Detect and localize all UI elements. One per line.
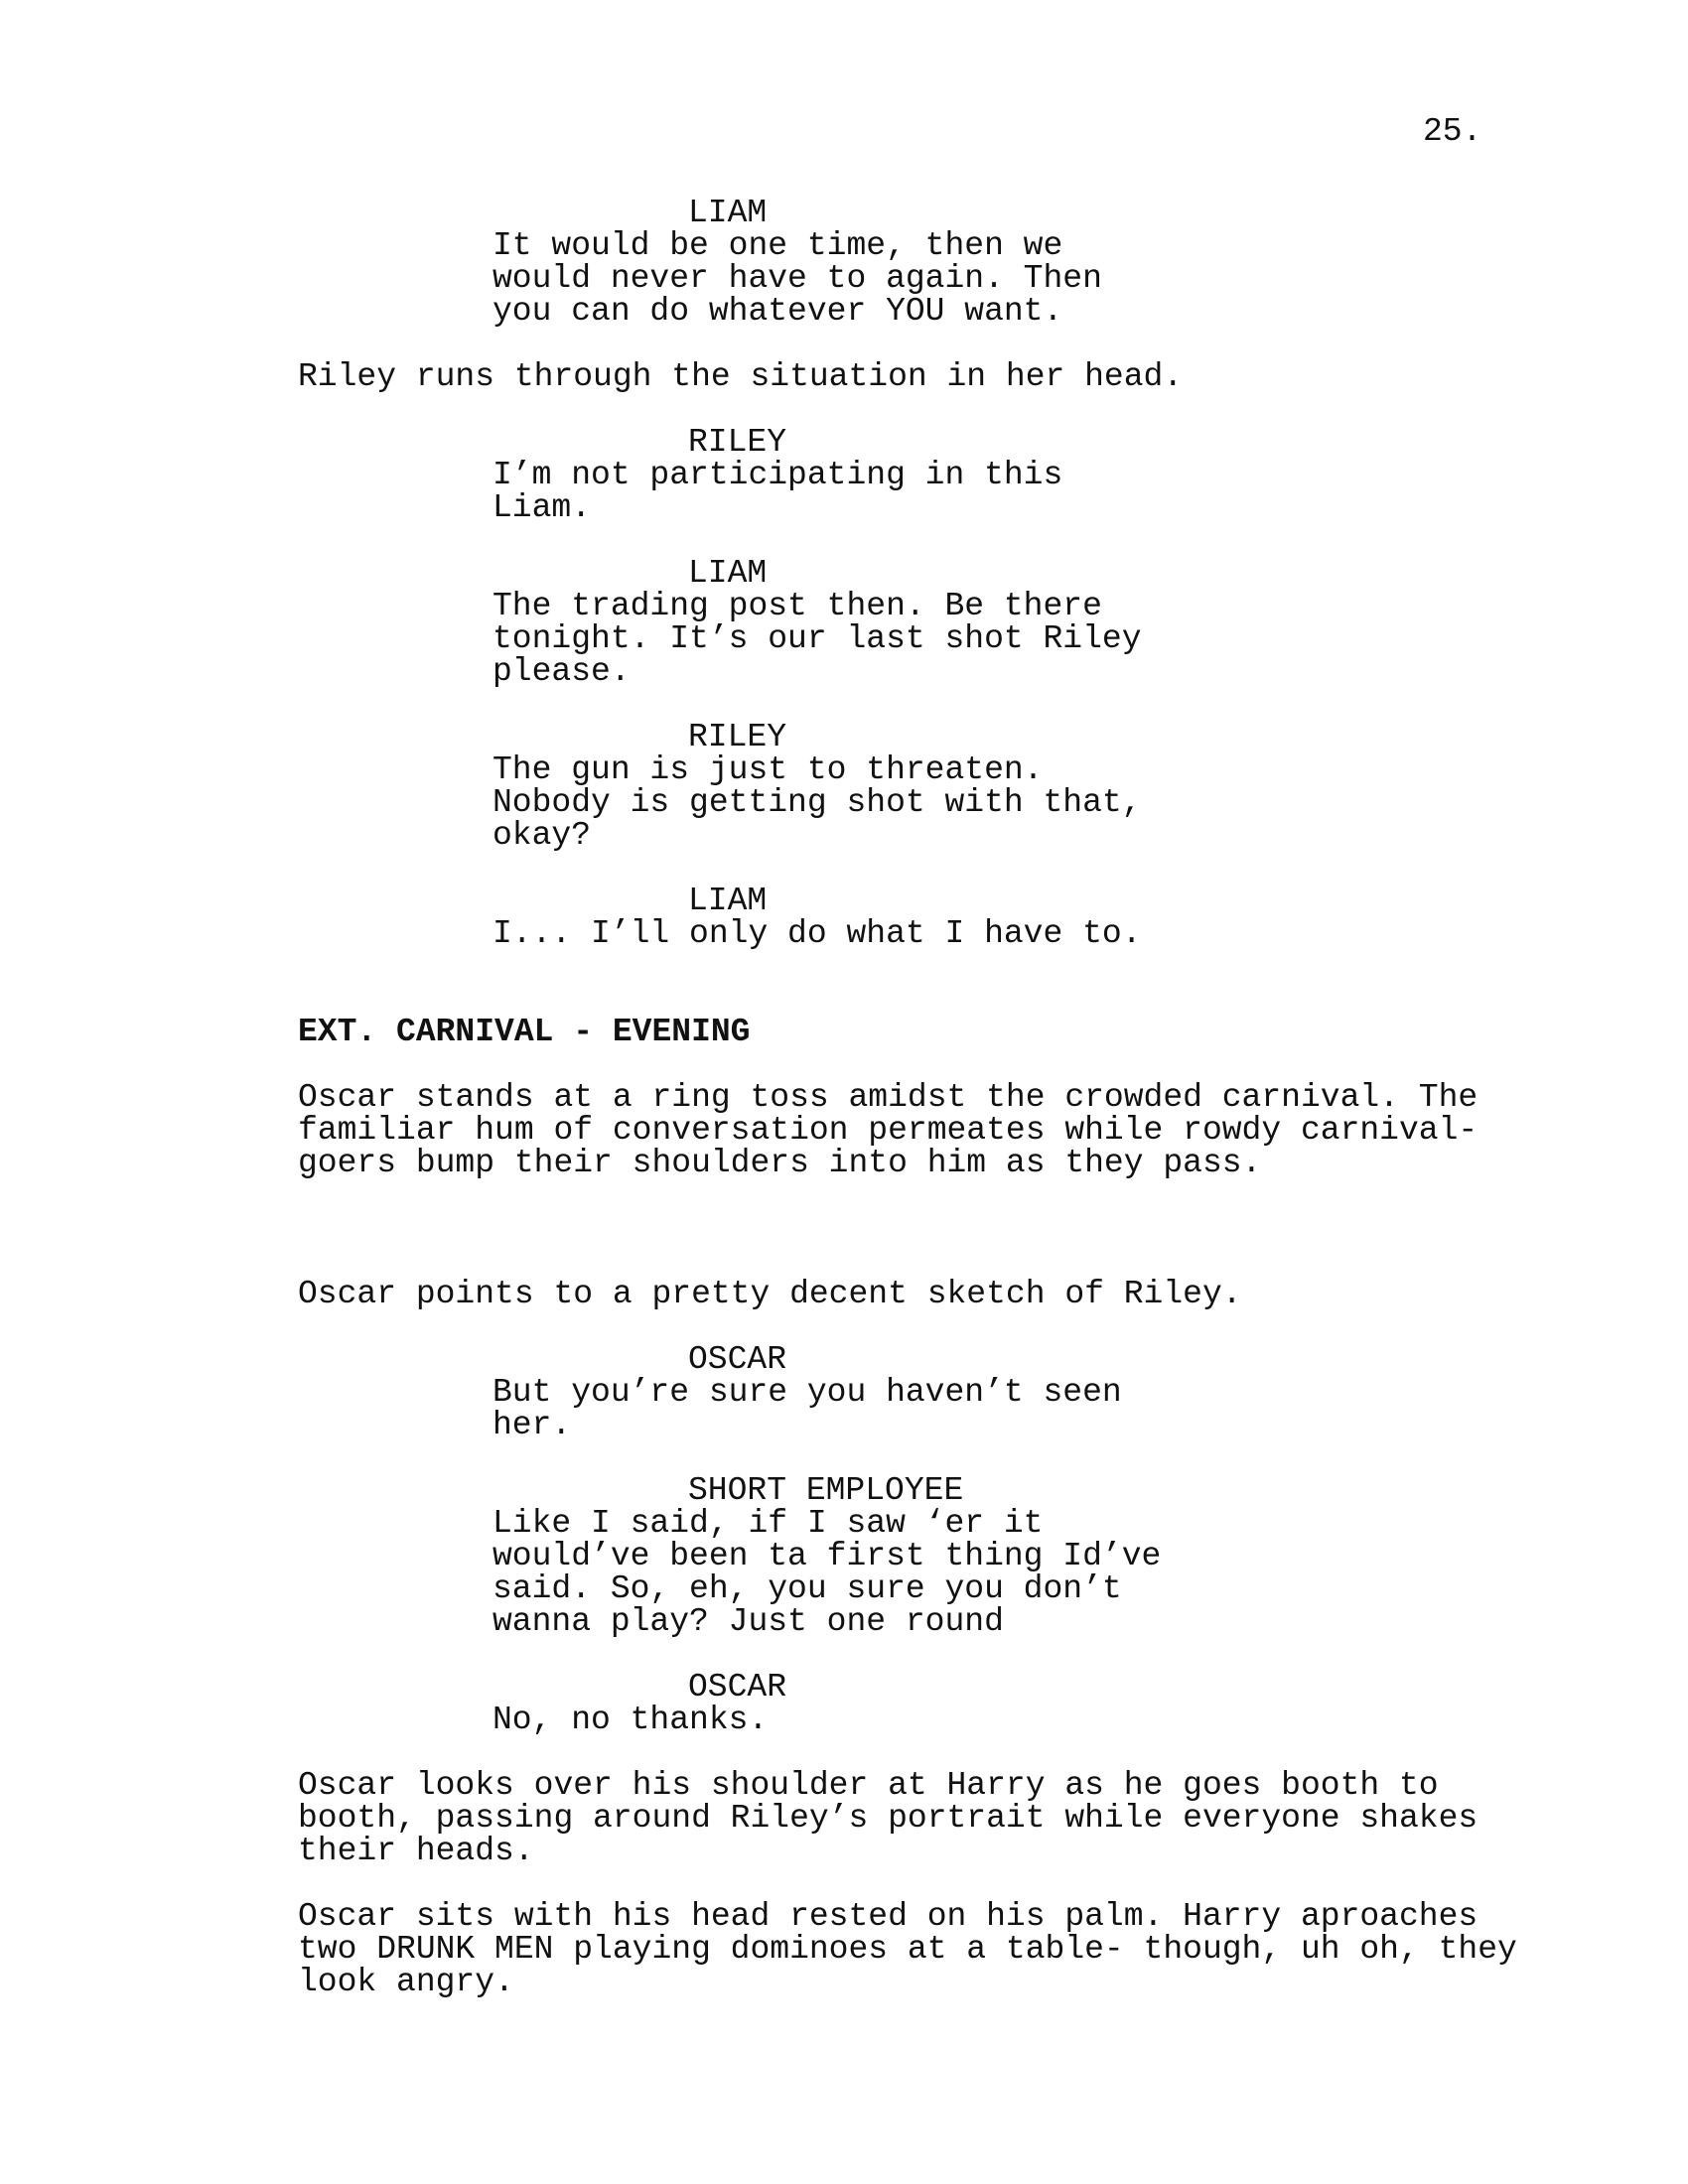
dialogue-line: okay? bbox=[492, 817, 592, 854]
character-cue: SHORT EMPLOYEE bbox=[688, 1472, 964, 1509]
action-line: Oscar points to a pretty decent sketch of Riley. bbox=[298, 1276, 1242, 1312]
action-line: look angry. bbox=[298, 1964, 514, 2000]
action-line: Oscar looks over his shoulder at Harry as he goes booth to bbox=[298, 1767, 1439, 1804]
action-line: booth, passing around Riley’s portrait while everyone shakes bbox=[298, 1800, 1478, 1837]
page-number: 25. bbox=[1423, 113, 1482, 150]
dialogue-line: would never have to again. Then bbox=[492, 260, 1102, 297]
dialogue-line: Nobody is getting shot with that, bbox=[492, 784, 1142, 821]
dialogue-line: tonight. It’s our last shot Riley bbox=[492, 620, 1142, 657]
dialogue-line: wanna play? Just one round bbox=[492, 1603, 1004, 1640]
dialogue-line: I’m not participating in this bbox=[492, 457, 1063, 493]
dialogue-line: Liam. bbox=[492, 489, 592, 526]
action-line: Oscar sits with his head rested on his palm. Harry aproaches bbox=[298, 1898, 1478, 1935]
dialogue-line: would’ve been ta first thing Id’ve bbox=[492, 1538, 1162, 1574]
character-cue: LIAM bbox=[688, 555, 768, 592]
dialogue-line: Like I said, if I saw ‘er it bbox=[492, 1505, 1044, 1542]
character-cue: RILEY bbox=[688, 719, 787, 755]
dialogue-line: The gun is just to threaten. bbox=[492, 751, 1044, 788]
dialogue-line: It would be one time, then we bbox=[492, 227, 1063, 264]
character-cue: OSCAR bbox=[688, 1341, 787, 1378]
dialogue-line: her. bbox=[492, 1407, 572, 1443]
action-line: Oscar stands at a ring toss amidst the crowded carnival. The bbox=[298, 1079, 1478, 1116]
dialogue-line: you can do whatever YOU want. bbox=[492, 293, 1063, 330]
dialogue-line: I... I’ll only do what I have to. bbox=[492, 915, 1142, 952]
action-line: familiar hum of conversation permeates while rowdy carnival- bbox=[298, 1112, 1478, 1149]
action-line: two DRUNK MEN playing dominoes at a table- though, uh oh, they bbox=[298, 1931, 1517, 1968]
scene-heading: EXT. CARNIVAL - EVENING bbox=[298, 1014, 751, 1050]
dialogue-line: please. bbox=[492, 653, 631, 690]
character-cue: OSCAR bbox=[688, 1669, 787, 1706]
character-cue: RILEY bbox=[688, 424, 787, 461]
dialogue-line: The trading post then. Be there bbox=[492, 588, 1102, 624]
dialogue-line: But you’re sure you haven’t seen bbox=[492, 1374, 1122, 1411]
dialogue-line: said. So, eh, you sure you don’t bbox=[492, 1570, 1122, 1607]
character-cue: LIAM bbox=[688, 883, 768, 919]
dialogue-line: No, no thanks. bbox=[492, 1702, 769, 1738]
character-cue: LIAM bbox=[688, 195, 768, 231]
action-line: their heads. bbox=[298, 1833, 534, 1869]
action-line: goers bump their shoulders into him as they pass. bbox=[298, 1145, 1262, 1181]
action-line: Riley runs through the situation in her head. bbox=[298, 358, 1184, 395]
